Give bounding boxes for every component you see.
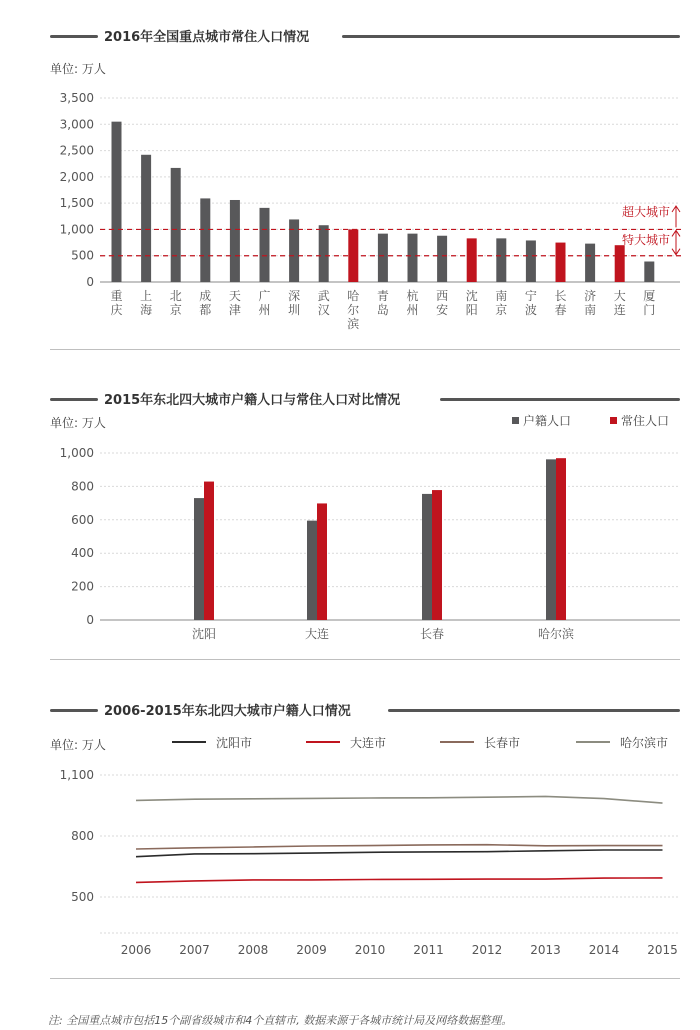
reference-label: 特大城市	[621, 233, 670, 247]
x-tick-label: 西	[436, 289, 449, 303]
x-tick-label: 成	[199, 289, 212, 303]
legend-label: 哈尔滨市	[620, 736, 669, 750]
y-tick-label: 600	[71, 512, 94, 527]
y-tick-label: 3,000	[59, 117, 94, 132]
chart2-header	[0, 389, 700, 409]
x-tick-label: 州	[258, 303, 271, 317]
x-tick-label: 长	[554, 289, 567, 303]
bar	[289, 219, 299, 282]
x-tick-label: 汉	[317, 303, 330, 317]
x-tick-label: 哈	[347, 289, 360, 303]
legend-label: 常住人口	[621, 414, 670, 428]
legend-label: 长春市	[484, 736, 521, 750]
x-tick-label: 春	[554, 303, 567, 317]
bar	[615, 245, 625, 282]
bar	[422, 494, 432, 620]
chart2-title: 2015年东北四大城市户籍人口与常住人口对比情况	[104, 393, 401, 408]
x-tick-label: 宁	[524, 289, 537, 303]
y-tick-label: 1,500	[59, 196, 94, 211]
chart3-header	[0, 700, 700, 720]
y-tick-label: 200	[71, 579, 94, 594]
section-divider	[50, 659, 680, 660]
x-tick-label: 2014	[588, 943, 620, 957]
y-tick-label: 1,100	[59, 768, 94, 782]
x-tick-label: 2007	[179, 943, 210, 957]
header-rule-left	[50, 709, 98, 712]
x-tick-label: 沈	[465, 289, 478, 303]
x-tick-label: 滨	[347, 317, 360, 330]
x-tick-label: 重	[110, 289, 123, 303]
header-rule-left	[50, 398, 98, 401]
bar	[378, 234, 388, 282]
chart1-unit-label: 单位: 万人	[50, 62, 106, 76]
x-tick-label: 2010	[354, 943, 386, 957]
x-tick-label: 2012	[471, 943, 503, 957]
x-tick-label: 波	[524, 303, 537, 317]
series-line	[136, 878, 663, 883]
reference-label: 超大城市	[621, 205, 670, 219]
bar	[408, 234, 418, 282]
legend-label: 户籍人口	[523, 414, 572, 428]
chart3-title: 2006-2015年东北四大城市户籍人口情况	[104, 704, 351, 719]
chart2-unit-label: 单位: 万人	[50, 416, 106, 430]
x-tick-label: 2008	[237, 943, 269, 957]
bar	[526, 240, 536, 282]
x-tick-label: 阳	[465, 303, 478, 317]
y-tick-label: 0	[86, 613, 94, 627]
chart3-unit-label: 单位: 万人	[50, 738, 106, 752]
header-rule-right	[440, 398, 680, 401]
bar	[556, 243, 566, 282]
x-tick-label: 2009	[296, 943, 327, 957]
bar	[230, 200, 240, 282]
x-tick-label: 京	[495, 303, 508, 317]
y-tick-label: 1,000	[59, 446, 94, 460]
series-line	[136, 796, 663, 803]
x-tick-label: 都	[199, 303, 212, 317]
legend-swatch	[512, 417, 519, 424]
bar	[141, 155, 151, 282]
section-divider	[50, 978, 680, 979]
x-tick-label: 大连	[304, 627, 330, 641]
chart1-svg	[0, 0, 700, 330]
y-tick-label: 0	[86, 275, 94, 289]
x-tick-label: 济	[584, 289, 597, 303]
x-tick-label: 2015	[647, 943, 678, 957]
bar	[432, 490, 442, 620]
x-tick-label: 安	[436, 303, 449, 317]
x-tick-label: 州	[406, 303, 419, 317]
x-tick-label: 南	[584, 303, 597, 317]
x-tick-label: 岛	[376, 303, 389, 317]
y-tick-label: 1,000	[59, 222, 94, 237]
bar	[260, 208, 270, 282]
bar	[319, 225, 329, 282]
x-tick-label: 庆	[110, 303, 123, 317]
x-tick-label: 沈阳	[191, 627, 217, 641]
x-tick-label: 南	[495, 289, 508, 303]
x-tick-label: 北	[169, 289, 182, 303]
x-tick-label: 京	[169, 303, 182, 317]
x-tick-label: 2006	[120, 943, 152, 957]
y-tick-label: 2,000	[59, 169, 94, 184]
bar	[585, 244, 595, 282]
bar	[200, 198, 210, 282]
y-tick-label: 2,500	[59, 143, 94, 158]
bar	[556, 458, 566, 620]
bar	[112, 122, 122, 282]
y-tick-label: 400	[71, 546, 94, 561]
chart1-title: 2016年全国重点城市常住人口情况	[104, 30, 310, 45]
series-line	[136, 845, 663, 849]
x-tick-label: 大	[613, 289, 626, 303]
bar	[437, 236, 447, 282]
y-tick-label: 500	[71, 248, 94, 263]
bar	[496, 238, 506, 282]
x-tick-label: 武	[317, 289, 330, 303]
x-tick-label: 海	[140, 303, 153, 317]
x-tick-label: 青	[376, 289, 389, 303]
legend-label: 大连市	[350, 736, 387, 750]
y-tick-label: 3,500	[59, 91, 94, 105]
bar	[546, 459, 556, 620]
x-tick-label: 长春	[419, 627, 445, 641]
bar	[317, 503, 327, 620]
x-tick-label: 杭	[406, 289, 419, 303]
x-tick-label: 2011	[413, 943, 444, 957]
legend-label: 沈阳市	[216, 736, 253, 750]
x-tick-label: 津	[228, 303, 241, 317]
bar	[307, 521, 317, 620]
y-tick-label: 800	[71, 829, 94, 843]
x-tick-label: 尔	[347, 303, 360, 317]
x-tick-label: 天	[228, 289, 241, 303]
x-tick-label: 深	[288, 289, 301, 303]
x-tick-label: 2013	[530, 943, 561, 957]
bar	[644, 261, 654, 282]
bar	[467, 238, 477, 282]
bar	[204, 482, 214, 620]
bar	[194, 498, 204, 620]
x-tick-label: 圳	[288, 303, 301, 317]
legend-swatch	[610, 417, 617, 424]
x-tick-label: 哈尔滨	[537, 627, 575, 641]
x-tick-label: 厦	[643, 289, 656, 303]
header-rule-right	[388, 709, 680, 712]
y-tick-label: 800	[71, 479, 94, 494]
x-tick-label: 门	[643, 303, 656, 317]
y-tick-label: 500	[71, 890, 94, 904]
x-tick-label: 广	[258, 289, 271, 303]
section-divider	[50, 349, 680, 350]
x-tick-label: 连	[613, 303, 626, 317]
footnote: 注: 全国重点城市包括15个副省级城市和4个直辖市, 数据来源于各城市统计局及网络数据整理。	[48, 1014, 513, 1027]
bar	[171, 168, 181, 282]
x-tick-label: 上	[140, 289, 153, 303]
series-line	[136, 850, 663, 857]
